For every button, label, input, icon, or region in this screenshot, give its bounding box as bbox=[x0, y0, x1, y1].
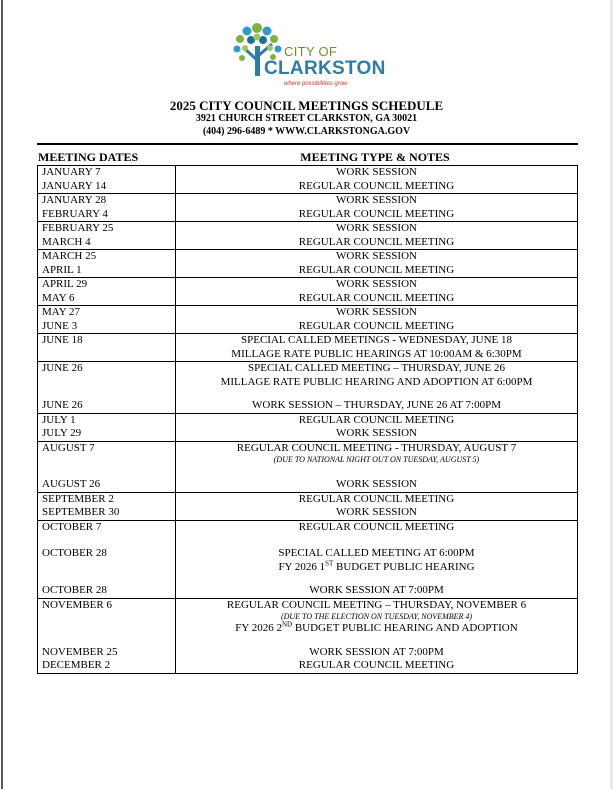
notes-cell bbox=[176, 413, 578, 441]
dates-cell bbox=[38, 222, 176, 250]
meeting-type: WORK SESSION bbox=[336, 194, 417, 206]
dates-cell bbox=[38, 598, 176, 673]
meeting-date: SEPTEMBER 2 bbox=[42, 492, 114, 505]
table-row bbox=[38, 598, 578, 673]
meeting-type: WORK SESSION – THURSDAY, JUNE 26 AT 7:00PM bbox=[252, 399, 501, 411]
notes-cell bbox=[176, 334, 578, 362]
meeting-date: APRIL 29 bbox=[42, 278, 88, 290]
meeting-date: MARCH 4 bbox=[42, 235, 91, 248]
meeting-type: REGULAR COUNCIL MEETING bbox=[298, 179, 455, 192]
spacer bbox=[42, 376, 175, 390]
hearing-text: BUDGET PUBLIC HEARING AND ADOPTION bbox=[292, 622, 518, 634]
meeting-type: WORK SESSION bbox=[336, 166, 417, 178]
meeting-type: REGULAR COUNCIL MEETING bbox=[298, 413, 455, 426]
meeting-date: NOVEMBER 6 bbox=[42, 598, 112, 611]
table-row bbox=[38, 194, 578, 222]
dates-cell bbox=[38, 492, 176, 520]
meeting-date: FEBRUARY 25 bbox=[42, 222, 114, 234]
meeting-date: MAY 27 bbox=[42, 306, 81, 318]
spacer bbox=[42, 574, 175, 584]
dates-cell bbox=[38, 250, 176, 278]
spacer bbox=[176, 534, 577, 547]
table-row bbox=[38, 334, 578, 362]
meeting-date: OCTOBER 7 bbox=[42, 520, 102, 533]
meeting-type: WORK SESSION bbox=[336, 427, 417, 439]
notes-cell bbox=[176, 306, 578, 334]
notes-cell bbox=[176, 520, 578, 598]
meeting-date: JANUARY 7 bbox=[42, 166, 101, 178]
meeting-type: WORK SESSION AT 7:00PM bbox=[309, 645, 444, 658]
meeting-type: SPECIAL CALLED MEETING AT 6:00PM bbox=[278, 547, 475, 559]
meeting-type: REGULAR COUNCIL MEETING bbox=[298, 235, 455, 248]
meeting-type: SPECIAL CALLED MEETINGS - WEDNESDAY, JUNE 18 bbox=[240, 334, 513, 346]
page-title: 2025 CITY COUNCIL MEETINGS SCHEDULE bbox=[169, 98, 444, 113]
meeting-date: FEBRUARY 4 bbox=[42, 207, 108, 220]
meeting-date: JANUARY 28 bbox=[42, 194, 107, 206]
dates-cell bbox=[38, 441, 176, 492]
notes-cell bbox=[176, 441, 578, 492]
dates-cell bbox=[38, 413, 176, 441]
meeting-type: WORK SESSION bbox=[336, 506, 417, 518]
meeting-date: MAY 6 bbox=[42, 291, 75, 304]
meeting-type: REGULAR COUNCIL MEETING bbox=[298, 520, 455, 533]
city-logo bbox=[228, 20, 388, 95]
dates-cell bbox=[38, 520, 176, 598]
meeting-date: JULY 1 bbox=[42, 413, 76, 426]
dates-cell bbox=[38, 334, 176, 362]
dates-cell bbox=[38, 306, 176, 334]
meeting-type: MILLAGE RATE PUBLIC HEARING AND ADOPTION AT 6:00PM bbox=[220, 375, 533, 388]
spacer bbox=[42, 455, 175, 465]
fy-text: FY 2026 1 bbox=[278, 560, 326, 573]
meeting-date: SEPTEMBER 30 bbox=[42, 506, 120, 518]
notes-cell bbox=[176, 598, 578, 673]
meeting-date: APRIL 1 bbox=[42, 263, 82, 276]
spacer bbox=[42, 622, 175, 636]
fy-text: FY 2026 2 bbox=[235, 622, 282, 634]
meeting-date: DECEMBER 2 bbox=[42, 659, 111, 671]
meeting-type: WORK SESSION AT 7:00PM bbox=[309, 584, 444, 596]
column-header-notes: MEETING TYPE & NOTES bbox=[300, 150, 450, 164]
meeting-type: REGULAR COUNCIL MEETING bbox=[298, 492, 455, 505]
table-row bbox=[38, 362, 578, 414]
meeting-type: REGULAR COUNCIL MEETING – THURSDAY, NOVEMBER 6 bbox=[226, 598, 527, 611]
spacer bbox=[42, 561, 175, 575]
notes-cell bbox=[176, 194, 578, 222]
meeting-date: JUNE 26 bbox=[42, 399, 83, 411]
spacer bbox=[176, 389, 577, 399]
meeting-type bbox=[176, 558, 577, 575]
meeting-date: JANUARY 14 bbox=[42, 179, 107, 192]
hearing-text: BUDGET PUBLIC HEARING bbox=[333, 560, 475, 573]
spacer bbox=[176, 465, 577, 478]
meeting-type: REGULAR COUNCIL MEETING - THURSDAY, AUGUST 7 bbox=[236, 441, 517, 454]
table-row bbox=[38, 222, 578, 250]
header-rule bbox=[37, 143, 578, 145]
table-row bbox=[38, 520, 578, 598]
dates-cell bbox=[38, 362, 176, 414]
meeting-date: JUNE 18 bbox=[42, 334, 83, 346]
dates-cell bbox=[38, 278, 176, 306]
meeting-date: MARCH 25 bbox=[42, 250, 97, 262]
meeting-type: WORK SESSION bbox=[336, 222, 417, 234]
meeting-type: REGULAR COUNCIL MEETING bbox=[298, 207, 455, 220]
meeting-date: JUNE 26 bbox=[42, 362, 83, 374]
spacer bbox=[42, 389, 175, 399]
contact-line: (404) 296-6489 * WWW.CLARKSTONGA.GOV bbox=[202, 126, 411, 137]
spacer bbox=[42, 534, 175, 547]
table-row bbox=[38, 166, 578, 194]
meeting-type: REGULAR COUNCIL MEETING bbox=[298, 659, 455, 671]
dates-cell bbox=[38, 166, 176, 194]
meeting-note: (DUE TO NATIONAL NIGHT OUT ON TUESDAY, AUGUST 5) bbox=[273, 455, 480, 464]
logo-tagline: where possibilities grow bbox=[284, 81, 348, 87]
spacer bbox=[42, 612, 175, 622]
spacer bbox=[176, 636, 577, 646]
meeting-type: SPECIAL CALLED MEETING – THURSDAY, JUNE 26 bbox=[248, 362, 505, 374]
meeting-type: MILLAGE RATE PUBLIC HEARINGS AT 10:00AM & 6:30PM bbox=[231, 347, 522, 360]
meeting-type: WORK SESSION bbox=[336, 278, 417, 290]
logo-clarkston: CLARKSTON bbox=[264, 58, 386, 79]
meeting-date: NOVEMBER 25 bbox=[42, 645, 118, 658]
table-row bbox=[38, 306, 578, 334]
ordinal-suffix: ND bbox=[281, 620, 293, 629]
notes-cell bbox=[176, 166, 578, 194]
meeting-date: JULY 29 bbox=[42, 427, 82, 439]
notes-cell bbox=[176, 222, 578, 250]
notes-cell bbox=[176, 362, 578, 414]
meeting-note: (DUE TO THE ELECTION ON TUESDAY, NOVEMBER 4) bbox=[280, 612, 473, 621]
meeting-date: OCTOBER 28 bbox=[42, 547, 107, 559]
meeting-type: REGULAR COUNCIL MEETING bbox=[298, 291, 455, 304]
logo-city-of: CITY OF bbox=[284, 44, 338, 59]
meeting-type: WORK SESSION bbox=[336, 306, 417, 318]
spacer bbox=[42, 636, 175, 646]
meeting-type: REGULAR COUNCIL MEETING bbox=[298, 263, 455, 276]
notes-cell bbox=[176, 492, 578, 520]
column-header-dates: MEETING DATES bbox=[38, 150, 139, 164]
spacer bbox=[42, 465, 175, 478]
meeting-date: AUGUST 7 bbox=[42, 441, 95, 454]
ordinal-suffix: ST bbox=[325, 558, 334, 567]
dates-cell bbox=[38, 194, 176, 222]
table-row bbox=[38, 413, 578, 441]
meeting-date: JUNE 3 bbox=[42, 319, 78, 332]
table-row bbox=[38, 441, 578, 492]
address-line: 3921 CHURCH STREET CLARKSTON, GA 30021 bbox=[195, 113, 418, 124]
notes-cell bbox=[176, 278, 578, 306]
table-row bbox=[38, 492, 578, 520]
schedule-table bbox=[37, 165, 578, 674]
meeting-date: OCTOBER 28 bbox=[42, 584, 107, 596]
meeting-type: REGULAR COUNCIL MEETING bbox=[298, 319, 455, 332]
table-row bbox=[38, 278, 578, 306]
meeting-type: WORK SESSION bbox=[336, 478, 417, 490]
meeting-type: WORK SESSION bbox=[336, 250, 417, 262]
meeting-date: AUGUST 26 bbox=[42, 478, 101, 490]
spacer bbox=[176, 574, 577, 584]
meeting-type bbox=[176, 622, 577, 636]
notes-cell bbox=[176, 250, 578, 278]
table-row bbox=[38, 250, 578, 278]
